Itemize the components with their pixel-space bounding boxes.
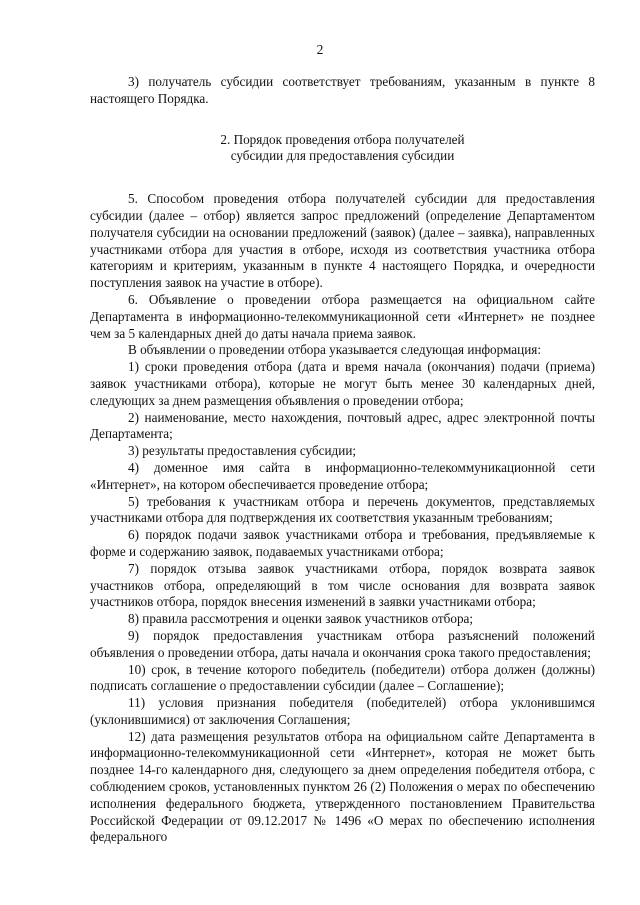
document-body	[90, 74, 595, 846]
page-number: 2	[316, 42, 324, 57]
list-item-4: 4) доменное имя сайта в информационно-телекоммуникационной сети «Интернет», на котором обеспечивается проведение отбора;	[90, 459, 595, 492]
list-item-10: 10) срок, в течение которого победитель (победители) отбора должен (должны) подписать соглашение о предоставлении субсидии (далее – Соглашение);	[90, 661, 595, 694]
list-item-12: 12) дата размещения результатов отбора на официальном сайте Департамента в информационно-телекоммуникационной сети «Интернет», которая не может быть позднее 14-го календарного дня, следующего за днем определения победителя отбора, с соблюдением сроков, установленных пунктом 26 (2) Положения о мерах по обеспечению исполнения федерального бюджета, утвержденного постановлением Правительства Российской Федерации от 09.12.2017 № 1496 «О мерах по обеспечению исполнения федерального	[90, 728, 595, 845]
section-heading	[90, 132, 595, 166]
section-heading-line-1: 2. Порядок проведения отбора получателей	[220, 131, 465, 147]
paragraph-announcement-intro: В объявлении о проведении отбора указывается следующая информация:	[128, 342, 541, 358]
section-heading-line-2: субсидии для предоставления субсидии	[230, 148, 455, 164]
list-item-3: 3) результаты предоставления субсидии;	[128, 443, 357, 459]
paragraph-item-3: 3) получатель субсидии соответствует требованиям, указанным в пункте 8 настоящего Порядка.	[90, 74, 595, 106]
paragraph-6: 6. Объявление о проведении отбора размещается на официальном сайте Департамента в информационно-телекоммуникационной сети «Интернет» не позднее чем за 5 календарных дней до даты начала приема заявок.	[90, 291, 595, 341]
list-item-11: 11) условия признания победителя (победителей) отбора уклонившимся (уклонившимися) от заключения Соглашения;	[90, 695, 595, 727]
list-item-6: 6) порядок подачи заявок участниками отбора и требования, предъявляемые к форме и содержанию заявок, подаваемых участниками отбора;	[90, 527, 595, 559]
list-item-8: 8) правила рассмотрения и оценки заявок участников отбора;	[128, 611, 474, 627]
paragraph-5: 5. Способом проведения отбора получателей субсидии для предоставления субсидии (далее – отбор) является запрос предложений (определение Департаментом получателя субсидии на основании предложений (заявок) (далее – заявка), направленных участниками отбора для участия в отборе, исходя из соответствия участника отбора категориям и критериям, указанным в пункте 4 настоящего Порядка, и очередности поступления заявок на участие в отборе).	[90, 191, 595, 291]
list-item-9: 9) порядок предоставления участникам отбора разъяснений положений объявления о проведении отбора, даты начала и окончания срока такого предоставления;	[90, 627, 595, 660]
list-item-7: 7) порядок отзыва заявок участниками отбора, порядок возврата заявок участников отбора, определяющий в том числе основания для возврата заявок участников отбора, порядок внесения изменений в заявки участниками отбора;	[90, 560, 595, 610]
list-item-5: 5) требования к участникам отбора и перечень документов, представляемых участниками отбора для подтверждения их соответствия указанным требованиям;	[90, 493, 595, 526]
list-item-1: 1) сроки проведения отбора (дата и время начала (окончания) подачи (приема) заявок участниками отбора), которые не могут быть менее 30 календарных дней, следующих за днем размещения объявления о проведении отбора;	[90, 359, 595, 408]
list-item-2: 2) наименование, место нахождения, почтовый адрес, адрес электронной почты Департамента;	[90, 409, 595, 442]
